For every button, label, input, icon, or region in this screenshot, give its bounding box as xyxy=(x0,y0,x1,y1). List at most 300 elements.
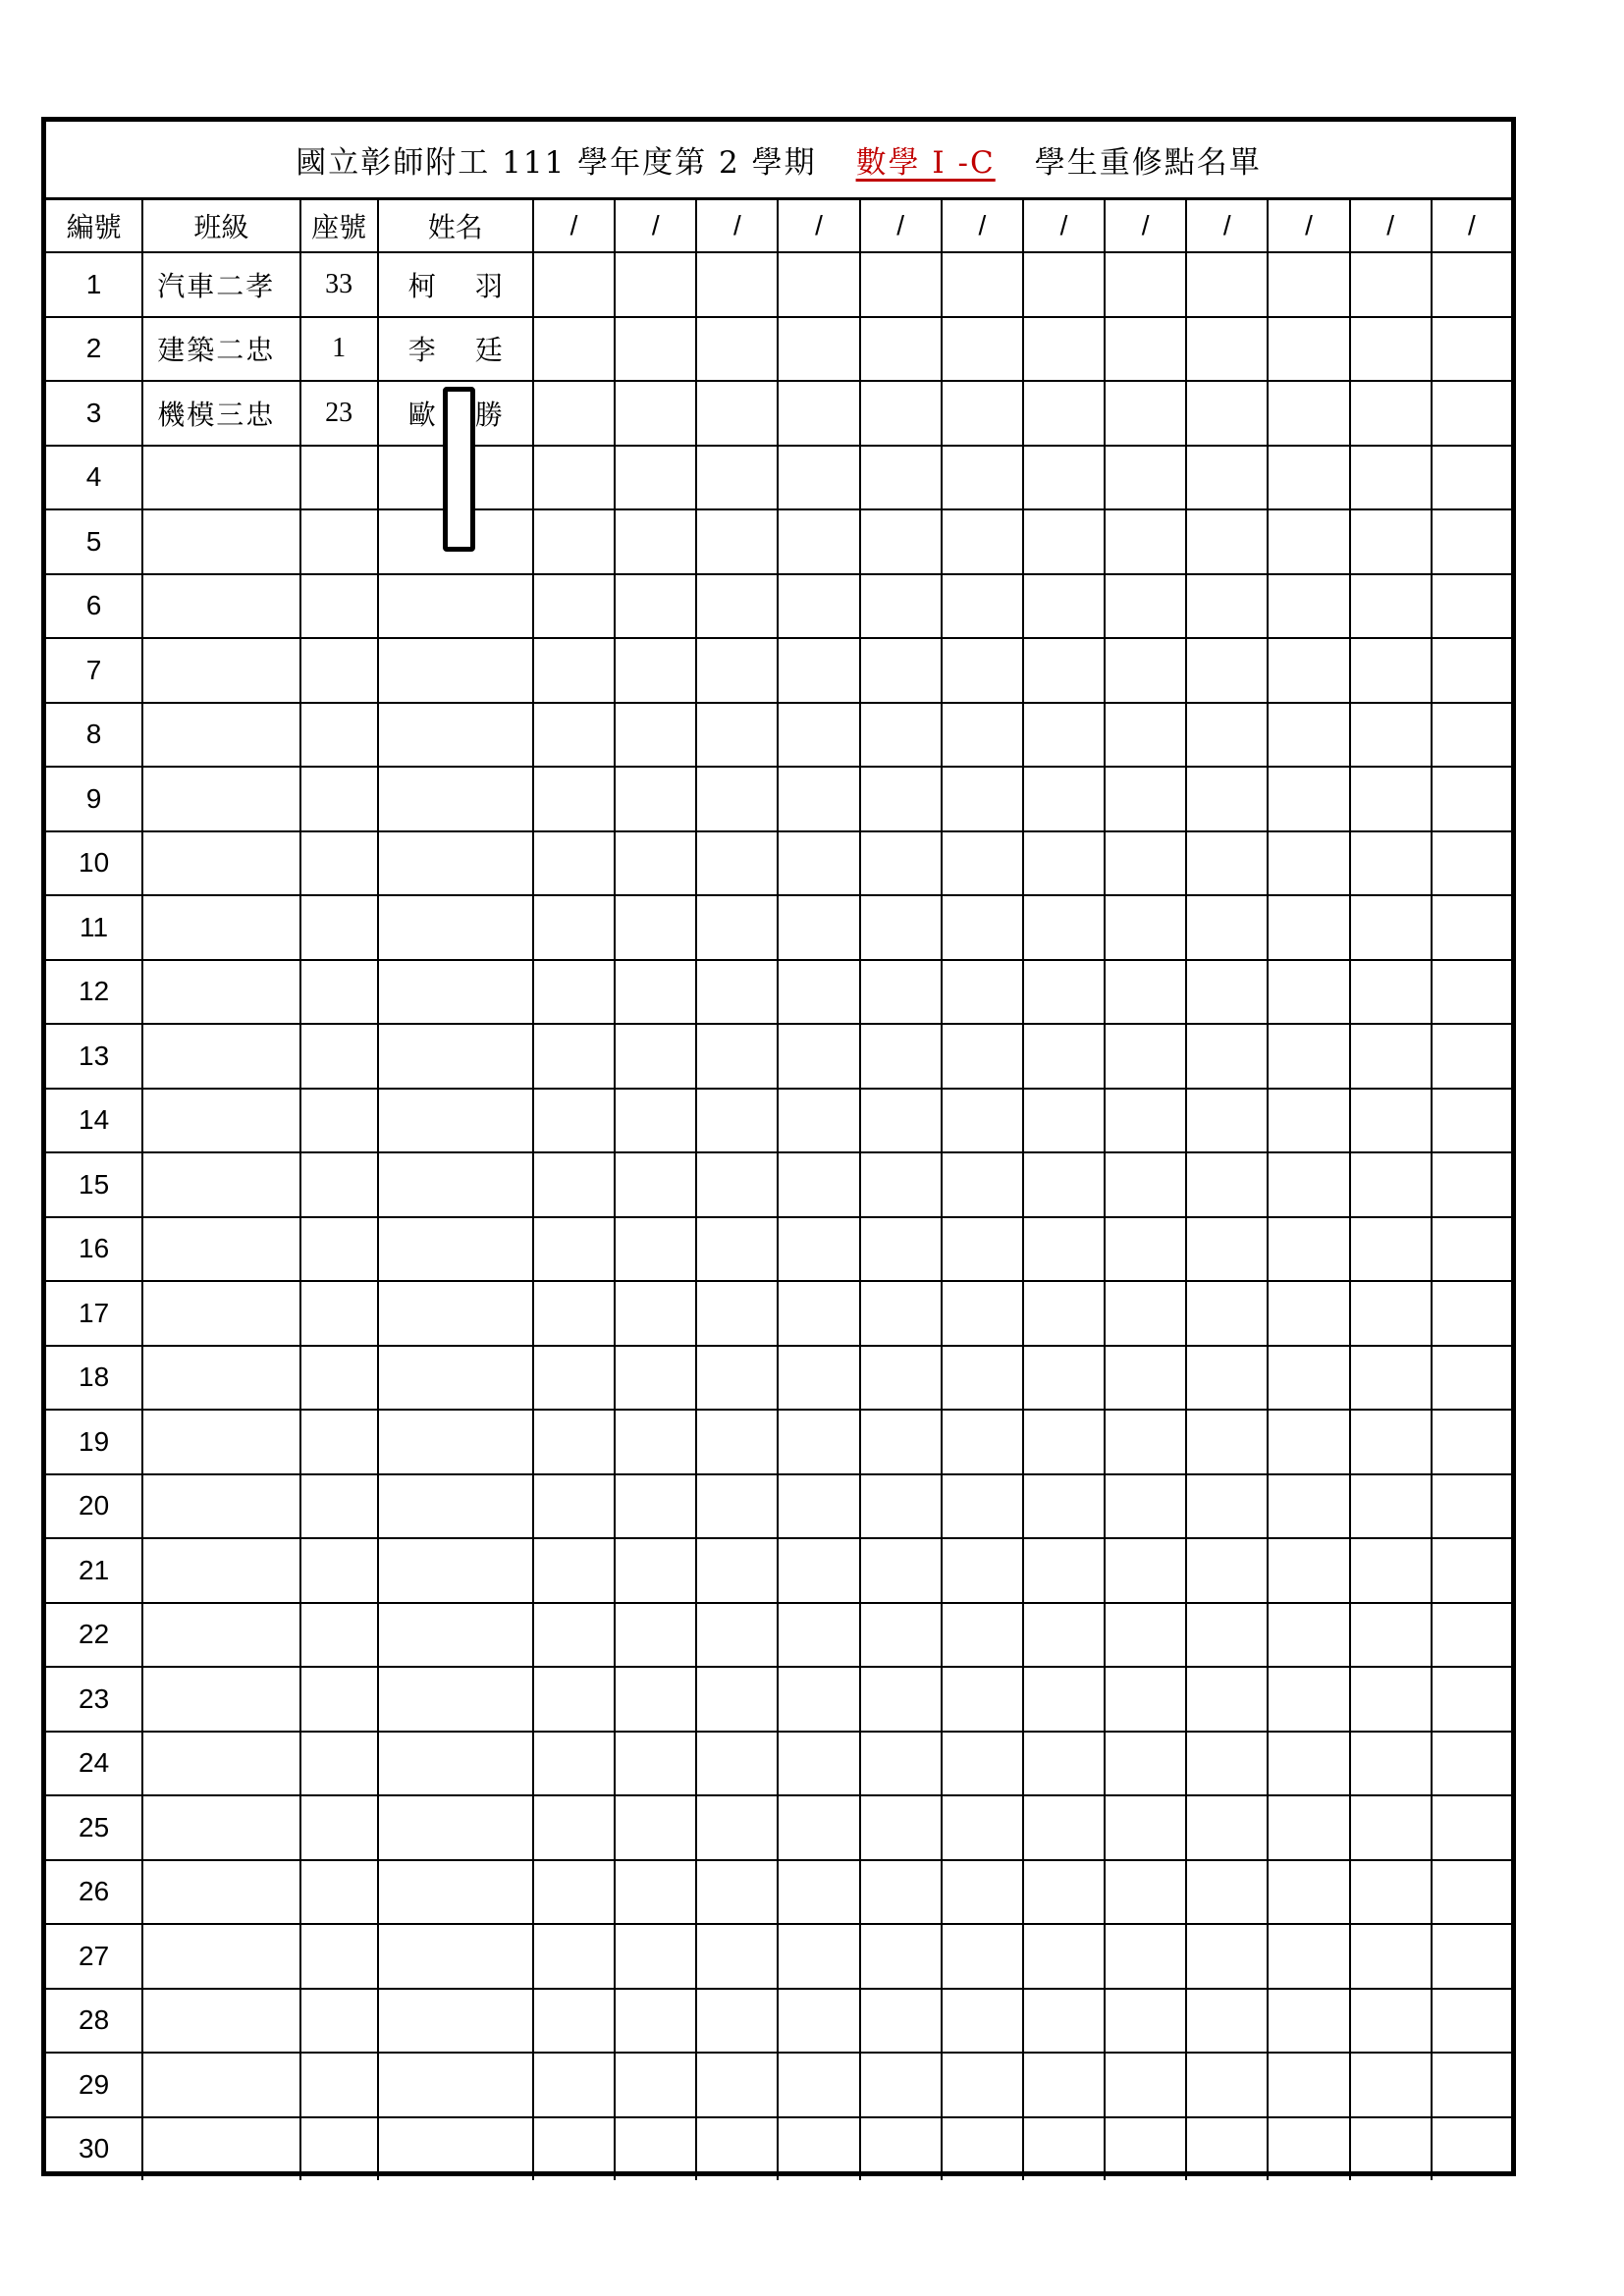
attendance-cell[interactable] xyxy=(1105,1217,1186,1282)
attendance-cell[interactable] xyxy=(696,1732,778,1796)
attendance-cell[interactable] xyxy=(1268,317,1349,382)
attendance-cell[interactable] xyxy=(1023,509,1105,574)
attendance-cell[interactable] xyxy=(1105,1024,1186,1089)
attendance-cell[interactable] xyxy=(778,1989,859,2054)
attendance-cell[interactable] xyxy=(1268,1024,1349,1089)
attendance-cell[interactable] xyxy=(942,2117,1023,2181)
attendance-cell[interactable] xyxy=(1268,1924,1349,1989)
attendance-cell[interactable] xyxy=(942,574,1023,639)
attendance-cell[interactable] xyxy=(696,831,778,896)
attendance-cell[interactable] xyxy=(778,317,859,382)
attendance-cell[interactable] xyxy=(1268,1089,1349,1153)
attendance-cell[interactable] xyxy=(533,2053,615,2117)
attendance-cell[interactable] xyxy=(1023,1732,1105,1796)
attendance-cell[interactable] xyxy=(1023,1217,1105,1282)
attendance-cell[interactable] xyxy=(696,2053,778,2117)
attendance-cell[interactable] xyxy=(1432,1732,1511,1796)
attendance-cell[interactable] xyxy=(533,1924,615,1989)
attendance-cell[interactable] xyxy=(696,767,778,831)
attendance-cell[interactable] xyxy=(1350,574,1432,639)
attendance-cell[interactable] xyxy=(1186,767,1268,831)
attendance-cell[interactable] xyxy=(1023,1346,1105,1411)
attendance-cell[interactable] xyxy=(1186,317,1268,382)
attendance-cell[interactable] xyxy=(615,1410,696,1474)
attendance-cell[interactable] xyxy=(1268,1603,1349,1668)
attendance-cell[interactable] xyxy=(1023,1152,1105,1217)
attendance-cell[interactable] xyxy=(778,1346,859,1411)
attendance-cell[interactable] xyxy=(696,1281,778,1346)
attendance-cell[interactable] xyxy=(942,1538,1023,1603)
attendance-cell[interactable] xyxy=(1268,1152,1349,1217)
attendance-cell[interactable] xyxy=(778,1217,859,1282)
attendance-cell[interactable] xyxy=(778,960,859,1025)
attendance-cell[interactable] xyxy=(1432,703,1511,768)
attendance-cell[interactable] xyxy=(615,446,696,510)
attendance-cell[interactable] xyxy=(1432,2053,1511,2117)
attendance-cell[interactable] xyxy=(1268,446,1349,510)
attendance-cell[interactable] xyxy=(696,574,778,639)
attendance-cell[interactable] xyxy=(942,1860,1023,1925)
attendance-cell[interactable] xyxy=(860,1089,942,1153)
attendance-cell[interactable] xyxy=(1268,1989,1349,2054)
attendance-cell[interactable] xyxy=(1432,1989,1511,2054)
attendance-cell[interactable] xyxy=(942,1152,1023,1217)
attendance-cell[interactable] xyxy=(860,1217,942,1282)
attendance-cell[interactable] xyxy=(942,831,1023,896)
attendance-cell[interactable] xyxy=(1432,252,1511,317)
attendance-cell[interactable] xyxy=(1023,574,1105,639)
attendance-cell[interactable] xyxy=(1186,1217,1268,1282)
attendance-cell[interactable] xyxy=(1105,1924,1186,1989)
attendance-cell[interactable] xyxy=(1350,1989,1432,2054)
attendance-cell[interactable] xyxy=(615,1989,696,2054)
attendance-cell[interactable] xyxy=(1268,703,1349,768)
attendance-cell[interactable] xyxy=(1105,252,1186,317)
attendance-cell[interactable] xyxy=(615,1024,696,1089)
attendance-cell[interactable] xyxy=(1105,317,1186,382)
attendance-cell[interactable] xyxy=(778,1860,859,1925)
attendance-cell[interactable] xyxy=(696,1989,778,2054)
attendance-cell[interactable] xyxy=(533,1152,615,1217)
attendance-cell[interactable] xyxy=(696,703,778,768)
attendance-cell[interactable] xyxy=(1432,1281,1511,1346)
attendance-cell[interactable] xyxy=(942,1024,1023,1089)
attendance-cell[interactable] xyxy=(1105,895,1186,960)
attendance-cell[interactable] xyxy=(1268,1217,1349,1282)
attendance-cell[interactable] xyxy=(1023,2053,1105,2117)
attendance-cell[interactable] xyxy=(1350,1217,1432,1282)
attendance-cell[interactable] xyxy=(1350,638,1432,703)
attendance-cell[interactable] xyxy=(1268,831,1349,896)
attendance-cell[interactable] xyxy=(1432,1474,1511,1539)
attendance-cell[interactable] xyxy=(942,1217,1023,1282)
attendance-cell[interactable] xyxy=(860,1924,942,1989)
attendance-cell[interactable] xyxy=(533,1089,615,1153)
attendance-cell[interactable] xyxy=(696,1410,778,1474)
attendance-cell[interactable] xyxy=(1023,446,1105,510)
attendance-cell[interactable] xyxy=(1432,381,1511,446)
attendance-cell[interactable] xyxy=(778,381,859,446)
attendance-cell[interactable] xyxy=(1350,1603,1432,1668)
attendance-cell[interactable] xyxy=(1432,1089,1511,1153)
attendance-cell[interactable] xyxy=(1105,960,1186,1025)
attendance-cell[interactable] xyxy=(533,831,615,896)
attendance-cell[interactable] xyxy=(1186,1410,1268,1474)
attendance-cell[interactable] xyxy=(1186,831,1268,896)
attendance-cell[interactable] xyxy=(1023,1924,1105,1989)
attendance-cell[interactable] xyxy=(1432,1603,1511,1668)
attendance-cell[interactable] xyxy=(1432,1346,1511,1411)
attendance-cell[interactable] xyxy=(1432,960,1511,1025)
attendance-cell[interactable] xyxy=(860,446,942,510)
attendance-cell[interactable] xyxy=(778,1603,859,1668)
attendance-cell[interactable] xyxy=(860,1989,942,2054)
attendance-cell[interactable] xyxy=(778,638,859,703)
attendance-cell[interactable] xyxy=(1186,638,1268,703)
attendance-cell[interactable] xyxy=(1432,446,1511,510)
attendance-cell[interactable] xyxy=(696,638,778,703)
attendance-cell[interactable] xyxy=(778,767,859,831)
attendance-cell[interactable] xyxy=(1432,317,1511,382)
attendance-cell[interactable] xyxy=(1186,1795,1268,1860)
attendance-cell[interactable] xyxy=(942,2053,1023,2117)
attendance-cell[interactable] xyxy=(1023,831,1105,896)
attendance-cell[interactable] xyxy=(942,1089,1023,1153)
attendance-cell[interactable] xyxy=(1105,2053,1186,2117)
attendance-cell[interactable] xyxy=(1186,1667,1268,1732)
attendance-cell[interactable] xyxy=(1350,1281,1432,1346)
attendance-cell[interactable] xyxy=(1268,767,1349,831)
attendance-cell[interactable] xyxy=(778,1667,859,1732)
attendance-cell[interactable] xyxy=(696,1089,778,1153)
attendance-cell[interactable] xyxy=(615,2053,696,2117)
attendance-cell[interactable] xyxy=(1186,895,1268,960)
attendance-cell[interactable] xyxy=(615,1732,696,1796)
attendance-cell[interactable] xyxy=(1186,1732,1268,1796)
attendance-cell[interactable] xyxy=(1186,1860,1268,1925)
attendance-cell[interactable] xyxy=(1105,1860,1186,1925)
attendance-cell[interactable] xyxy=(1105,1603,1186,1668)
attendance-cell[interactable] xyxy=(778,1924,859,1989)
attendance-cell[interactable] xyxy=(942,1346,1023,1411)
attendance-cell[interactable] xyxy=(778,1795,859,1860)
attendance-cell[interactable] xyxy=(1105,638,1186,703)
attendance-cell[interactable] xyxy=(778,1089,859,1153)
attendance-cell[interactable] xyxy=(615,1795,696,1860)
attendance-cell[interactable] xyxy=(1432,831,1511,896)
attendance-cell[interactable] xyxy=(1350,1860,1432,1925)
attendance-cell[interactable] xyxy=(860,2053,942,2117)
attendance-cell[interactable] xyxy=(533,960,615,1025)
attendance-cell[interactable] xyxy=(533,317,615,382)
attendance-cell[interactable] xyxy=(1432,1538,1511,1603)
attendance-cell[interactable] xyxy=(942,1989,1023,2054)
attendance-cell[interactable] xyxy=(1023,1667,1105,1732)
attendance-cell[interactable] xyxy=(942,638,1023,703)
attendance-cell[interactable] xyxy=(860,1860,942,1925)
attendance-cell[interactable] xyxy=(615,767,696,831)
attendance-cell[interactable] xyxy=(1186,1089,1268,1153)
attendance-cell[interactable] xyxy=(533,1667,615,1732)
attendance-cell[interactable] xyxy=(615,1089,696,1153)
attendance-cell[interactable] xyxy=(1186,1924,1268,1989)
attendance-cell[interactable] xyxy=(615,1924,696,1989)
attendance-cell[interactable] xyxy=(1268,638,1349,703)
attendance-cell[interactable] xyxy=(1350,831,1432,896)
attendance-cell[interactable] xyxy=(942,1281,1023,1346)
attendance-cell[interactable] xyxy=(1023,1989,1105,2054)
attendance-cell[interactable] xyxy=(696,317,778,382)
attendance-cell[interactable] xyxy=(1105,1410,1186,1474)
attendance-cell[interactable] xyxy=(1268,1732,1349,1796)
attendance-cell[interactable] xyxy=(1350,509,1432,574)
attendance-cell[interactable] xyxy=(615,317,696,382)
attendance-cell[interactable] xyxy=(778,1024,859,1089)
attendance-cell[interactable] xyxy=(696,1538,778,1603)
attendance-cell[interactable] xyxy=(1105,1089,1186,1153)
attendance-cell[interactable] xyxy=(1268,1860,1349,1925)
attendance-cell[interactable] xyxy=(1432,509,1511,574)
attendance-cell[interactable] xyxy=(1023,1795,1105,1860)
attendance-cell[interactable] xyxy=(1268,1667,1349,1732)
attendance-cell[interactable] xyxy=(1350,1795,1432,1860)
attendance-cell[interactable] xyxy=(860,1732,942,1796)
attendance-cell[interactable] xyxy=(615,1603,696,1668)
attendance-cell[interactable] xyxy=(860,574,942,639)
attendance-cell[interactable] xyxy=(942,1732,1023,1796)
attendance-cell[interactable] xyxy=(778,2053,859,2117)
attendance-cell[interactable] xyxy=(1268,895,1349,960)
attendance-cell[interactable] xyxy=(1105,831,1186,896)
attendance-cell[interactable] xyxy=(1186,1024,1268,1089)
attendance-cell[interactable] xyxy=(1023,381,1105,446)
attendance-cell[interactable] xyxy=(533,1474,615,1539)
attendance-cell[interactable] xyxy=(1268,1474,1349,1539)
attendance-cell[interactable] xyxy=(533,1989,615,2054)
attendance-cell[interactable] xyxy=(860,831,942,896)
attendance-cell[interactable] xyxy=(615,1474,696,1539)
attendance-cell[interactable] xyxy=(1432,767,1511,831)
attendance-cell[interactable] xyxy=(860,638,942,703)
attendance-cell[interactable] xyxy=(1105,446,1186,510)
attendance-cell[interactable] xyxy=(1432,2117,1511,2181)
attendance-cell[interactable] xyxy=(615,960,696,1025)
attendance-cell[interactable] xyxy=(1350,1024,1432,1089)
attendance-cell[interactable] xyxy=(1023,767,1105,831)
attendance-cell[interactable] xyxy=(778,1474,859,1539)
attendance-cell[interactable] xyxy=(1268,252,1349,317)
attendance-cell[interactable] xyxy=(1432,574,1511,639)
attendance-cell[interactable] xyxy=(1186,1474,1268,1539)
attendance-cell[interactable] xyxy=(942,703,1023,768)
attendance-cell[interactable] xyxy=(696,1860,778,1925)
attendance-cell[interactable] xyxy=(1268,1538,1349,1603)
attendance-cell[interactable] xyxy=(1105,2117,1186,2181)
attendance-cell[interactable] xyxy=(1350,1152,1432,1217)
attendance-cell[interactable] xyxy=(860,317,942,382)
attendance-cell[interactable] xyxy=(778,895,859,960)
attendance-cell[interactable] xyxy=(1023,638,1105,703)
attendance-cell[interactable] xyxy=(1023,2117,1105,2181)
attendance-cell[interactable] xyxy=(860,1795,942,1860)
attendance-cell[interactable] xyxy=(615,831,696,896)
attendance-cell[interactable] xyxy=(778,509,859,574)
attendance-cell[interactable] xyxy=(696,1474,778,1539)
attendance-cell[interactable] xyxy=(615,1538,696,1603)
attendance-cell[interactable] xyxy=(1023,1024,1105,1089)
attendance-cell[interactable] xyxy=(533,1410,615,1474)
attendance-cell[interactable] xyxy=(1023,1410,1105,1474)
attendance-cell[interactable] xyxy=(942,446,1023,510)
attendance-cell[interactable] xyxy=(860,1410,942,1474)
attendance-cell[interactable] xyxy=(615,1217,696,1282)
attendance-cell[interactable] xyxy=(1186,252,1268,317)
attendance-cell[interactable] xyxy=(1186,1989,1268,2054)
attendance-cell[interactable] xyxy=(533,1732,615,1796)
attendance-cell[interactable] xyxy=(778,574,859,639)
attendance-cell[interactable] xyxy=(1432,1410,1511,1474)
attendance-cell[interactable] xyxy=(1105,1474,1186,1539)
attendance-cell[interactable] xyxy=(533,381,615,446)
attendance-cell[interactable] xyxy=(778,1281,859,1346)
attendance-cell[interactable] xyxy=(696,895,778,960)
attendance-cell[interactable] xyxy=(1023,1538,1105,1603)
attendance-cell[interactable] xyxy=(1268,1281,1349,1346)
attendance-cell[interactable] xyxy=(860,1281,942,1346)
attendance-cell[interactable] xyxy=(1350,2117,1432,2181)
attendance-cell[interactable] xyxy=(533,767,615,831)
attendance-cell[interactable] xyxy=(533,1860,615,1925)
attendance-cell[interactable] xyxy=(533,574,615,639)
attendance-cell[interactable] xyxy=(942,960,1023,1025)
attendance-cell[interactable] xyxy=(1186,381,1268,446)
attendance-cell[interactable] xyxy=(1268,1795,1349,1860)
attendance-cell[interactable] xyxy=(1432,1024,1511,1089)
attendance-cell[interactable] xyxy=(533,703,615,768)
attendance-cell[interactable] xyxy=(942,252,1023,317)
attendance-cell[interactable] xyxy=(1105,1732,1186,1796)
attendance-cell[interactable] xyxy=(1350,1732,1432,1796)
attendance-cell[interactable] xyxy=(696,1152,778,1217)
attendance-cell[interactable] xyxy=(1023,252,1105,317)
attendance-cell[interactable] xyxy=(1186,1152,1268,1217)
attendance-cell[interactable] xyxy=(1186,1281,1268,1346)
attendance-cell[interactable] xyxy=(696,1667,778,1732)
attendance-cell[interactable] xyxy=(1350,446,1432,510)
attendance-cell[interactable] xyxy=(1023,960,1105,1025)
attendance-cell[interactable] xyxy=(1186,1538,1268,1603)
attendance-cell[interactable] xyxy=(615,2117,696,2181)
attendance-cell[interactable] xyxy=(1350,1538,1432,1603)
attendance-cell[interactable] xyxy=(778,1538,859,1603)
attendance-cell[interactable] xyxy=(1186,446,1268,510)
attendance-cell[interactable] xyxy=(942,1474,1023,1539)
attendance-cell[interactable] xyxy=(1105,574,1186,639)
attendance-cell[interactable] xyxy=(1268,381,1349,446)
attendance-cell[interactable] xyxy=(860,252,942,317)
attendance-cell[interactable] xyxy=(1268,1346,1349,1411)
attendance-cell[interactable] xyxy=(615,1152,696,1217)
attendance-cell[interactable] xyxy=(860,895,942,960)
attendance-cell[interactable] xyxy=(696,381,778,446)
attendance-cell[interactable] xyxy=(1350,1667,1432,1732)
attendance-cell[interactable] xyxy=(1105,381,1186,446)
attendance-cell[interactable] xyxy=(533,2117,615,2181)
attendance-cell[interactable] xyxy=(860,960,942,1025)
attendance-cell[interactable] xyxy=(942,767,1023,831)
attendance-cell[interactable] xyxy=(1105,1152,1186,1217)
attendance-cell[interactable] xyxy=(1350,895,1432,960)
attendance-cell[interactable] xyxy=(860,1538,942,1603)
attendance-cell[interactable] xyxy=(1432,1860,1511,1925)
attendance-cell[interactable] xyxy=(1432,1795,1511,1860)
attendance-cell[interactable] xyxy=(696,1924,778,1989)
attendance-cell[interactable] xyxy=(615,574,696,639)
attendance-cell[interactable] xyxy=(533,895,615,960)
attendance-cell[interactable] xyxy=(1105,509,1186,574)
attendance-cell[interactable] xyxy=(615,1860,696,1925)
attendance-cell[interactable] xyxy=(1023,1089,1105,1153)
attendance-cell[interactable] xyxy=(1350,703,1432,768)
attendance-cell[interactable] xyxy=(778,446,859,510)
attendance-cell[interactable] xyxy=(1023,1474,1105,1539)
attendance-cell[interactable] xyxy=(533,1603,615,1668)
attendance-cell[interactable] xyxy=(942,895,1023,960)
attendance-cell[interactable] xyxy=(533,1795,615,1860)
attendance-cell[interactable] xyxy=(860,703,942,768)
attendance-cell[interactable] xyxy=(1186,509,1268,574)
attendance-cell[interactable] xyxy=(533,1024,615,1089)
attendance-cell[interactable] xyxy=(696,252,778,317)
attendance-cell[interactable] xyxy=(860,1152,942,1217)
attendance-cell[interactable] xyxy=(696,2117,778,2181)
attendance-cell[interactable] xyxy=(1432,895,1511,960)
attendance-cell[interactable] xyxy=(533,509,615,574)
attendance-cell[interactable] xyxy=(1105,1538,1186,1603)
attendance-cell[interactable] xyxy=(533,446,615,510)
attendance-cell[interactable] xyxy=(1350,1924,1432,1989)
attendance-cell[interactable] xyxy=(778,1732,859,1796)
attendance-cell[interactable] xyxy=(615,381,696,446)
attendance-cell[interactable] xyxy=(1105,1281,1186,1346)
attendance-cell[interactable] xyxy=(1105,1989,1186,2054)
attendance-cell[interactable] xyxy=(860,1024,942,1089)
attendance-cell[interactable] xyxy=(696,960,778,1025)
attendance-cell[interactable] xyxy=(778,831,859,896)
attendance-cell[interactable] xyxy=(942,381,1023,446)
attendance-cell[interactable] xyxy=(1268,1410,1349,1474)
attendance-cell[interactable] xyxy=(1186,703,1268,768)
attendance-cell[interactable] xyxy=(1350,1089,1432,1153)
attendance-cell[interactable] xyxy=(533,1346,615,1411)
attendance-cell[interactable] xyxy=(1432,1667,1511,1732)
attendance-cell[interactable] xyxy=(860,509,942,574)
attendance-cell[interactable] xyxy=(1350,381,1432,446)
attendance-cell[interactable] xyxy=(942,1924,1023,1989)
attendance-cell[interactable] xyxy=(1186,574,1268,639)
attendance-cell[interactable] xyxy=(696,1024,778,1089)
attendance-cell[interactable] xyxy=(1186,2053,1268,2117)
attendance-cell[interactable] xyxy=(860,2117,942,2181)
attendance-cell[interactable] xyxy=(1023,1281,1105,1346)
attendance-cell[interactable] xyxy=(533,252,615,317)
attendance-cell[interactable] xyxy=(1186,1603,1268,1668)
attendance-cell[interactable] xyxy=(1105,767,1186,831)
attendance-cell[interactable] xyxy=(1350,1346,1432,1411)
attendance-cell[interactable] xyxy=(778,703,859,768)
attendance-cell[interactable] xyxy=(615,509,696,574)
attendance-cell[interactable] xyxy=(1268,2117,1349,2181)
